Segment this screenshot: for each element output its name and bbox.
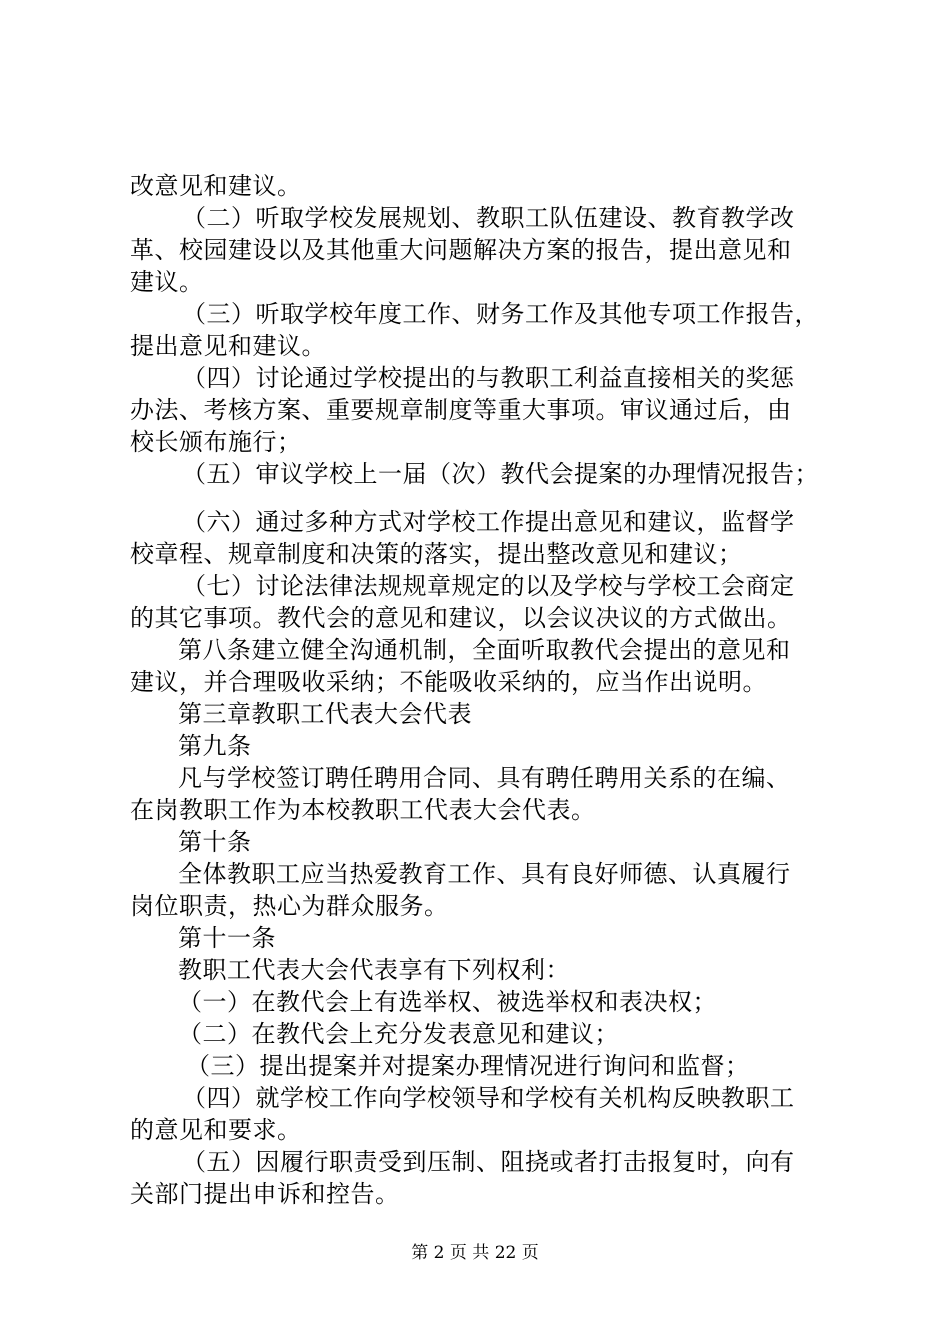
paragraph-line: 办法、考核方案、重要规章制度等重大事项。审议通过后，由 (130, 396, 792, 424)
list-item: （四）就学校工作向学校领导和学校有关机构反映教职工 (182, 1084, 795, 1112)
paragraph-line: 建议。 (130, 268, 204, 296)
list-item: （二）在教代会上充分发表意见和建议； (178, 1020, 619, 1048)
paragraph-line: 校长颁布施行； (130, 428, 302, 456)
paragraph-line: 第八条建立健全沟通机制，全面听取教代会提出的意见和 (178, 636, 791, 664)
page-number-footer: 第 2 页 共 22 页 (411, 1243, 539, 1263)
article-heading: 第十一条 (178, 924, 276, 952)
paragraph-line: 岗位职责，热心为群众服务。 (130, 892, 449, 920)
paragraph-line: 校章程、规章制度和决策的落实，提出整改意见和建议； (130, 540, 743, 568)
paragraph-line: （四）讨论通过学校提出的与教职工利益直接相关的奖惩 (182, 364, 795, 392)
paragraph-line: 建议，并合理吸收采纳；不能吸收采纳的，应当作出说明。 (130, 668, 767, 696)
chapter-heading: 第三章教职工代表大会代表 (178, 700, 472, 728)
article-heading: 第十条 (178, 828, 252, 856)
paragraph-line: 在岗教职工作为本校教职工代表大会代表。 (130, 796, 596, 824)
paragraph-line: 革、校园建设以及其他重大问题解决方案的报告，提出意见和 (130, 236, 792, 264)
paragraph-line: 的其它事项。教代会的意见和建议，以会议决议的方式做出。 (130, 604, 792, 632)
paragraph-line: 提出意见和建议。 (130, 332, 326, 360)
paragraph-line: （七）讨论法律法规规章规定的以及学校与学校工会商定 (182, 572, 795, 600)
list-item: （五）因履行职责受到压制、阻挠或者打击报复时，向有 (182, 1148, 795, 1176)
paragraph-gap (130, 490, 850, 506)
paragraph-line: （二）听取学校发展规划、教职工队伍建设、教育教学改 (182, 204, 795, 232)
paragraph-line: 凡与学校签订聘任聘用合同、具有聘任聘用关系的在编、 (178, 764, 791, 792)
paragraph-line: 关部门提出申诉和控告。 (130, 1180, 400, 1208)
paragraph-line: （五）审议学校上一届（次）教代会提案的办理情况报告； (182, 460, 819, 488)
paragraph-line: （六）通过多种方式对学校工作提出意见和建议，监督学 (182, 508, 795, 536)
list-item: （三）提出提案并对提案办理情况进行询问和监督； (186, 1052, 750, 1080)
paragraph-line: 改意见和建议。 (130, 172, 302, 200)
paragraph-line: 的意见和要求。 (130, 1116, 302, 1144)
article-heading: 第九条 (178, 732, 252, 760)
document-body (130, 170, 850, 1210)
paragraph-line: （三）听取学校年度工作、财务工作及其他专项工作报告， (182, 300, 819, 328)
paragraph-line: 全体教职工应当热爱教育工作、具有良好师德、认真履行 (178, 860, 791, 888)
list-item: （一）在教代会上有选举权、被选举权和表决权； (178, 988, 717, 1016)
paragraph-line: 教职工代表大会代表享有下列权利： (178, 956, 570, 984)
